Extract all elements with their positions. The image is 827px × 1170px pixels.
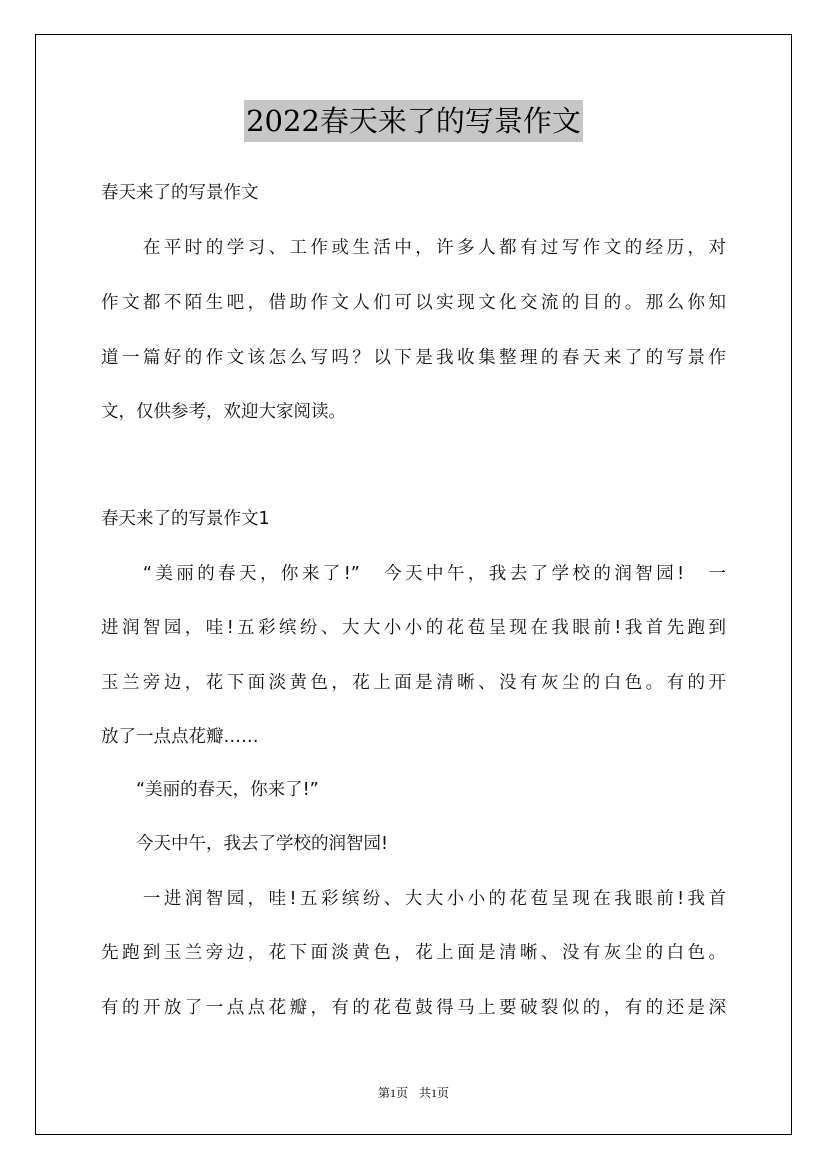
paragraph-line: “美丽的春天，你来了!” 今天中午，我去了学校的润智园! 一 — [101, 564, 726, 584]
paragraph-line: 进润智园，哇!五彩缤纷、大大小小的花苞呈现在我眼前!我首先跑到 — [101, 618, 726, 638]
paragraph-line: 在平时的学习、工作或生活中，许多人都有过写作文的经历，对 — [101, 238, 726, 258]
document-title: 2022春天来了的写景作文 — [244, 100, 583, 142]
paragraph-line: “美丽的春天，你来了!” — [101, 780, 319, 800]
page-number: 第1页 — [377, 1086, 408, 1100]
section-heading: 春天来了的写景作文 — [101, 183, 259, 203]
paragraph-line: 一进润智园，哇!五彩缤纷、大大小小的花苞呈现在我眼前!我首 — [101, 889, 726, 909]
paragraph-line: 文，仅供参考，欢迎大家阅读。 — [101, 402, 346, 422]
page-footer — [0, 1084, 827, 1101]
page-total: 共1页 — [419, 1086, 450, 1100]
paragraph-line: 道一篇好的作文该怎么写吗？以下是我收集整理的春天来了的写景作 — [101, 348, 726, 368]
paragraph-line: 先跑到玉兰旁边，花下面淡黄色，花上面是清晰、没有灰尘的白色。 — [101, 943, 726, 963]
paragraph-line: 作文都不陌生吧，借助作文人们可以实现文化交流的目的。那么你知 — [101, 293, 726, 313]
title-container — [0, 100, 827, 142]
paragraph-line: 今天中午，我去了学校的润智园! — [101, 834, 389, 854]
section-heading: 春天来了的写景作文1 — [101, 509, 270, 529]
paragraph-line: 放了一点点花瓣…… — [101, 727, 259, 747]
paragraph-line: 有的开放了一点点花瓣，有的花苞鼓得马上要破裂似的，有的还是深 — [101, 998, 726, 1018]
paragraph-line: 玉兰旁边，花下面淡黄色，花上面是清晰、没有灰尘的白色。有的开 — [101, 673, 726, 693]
